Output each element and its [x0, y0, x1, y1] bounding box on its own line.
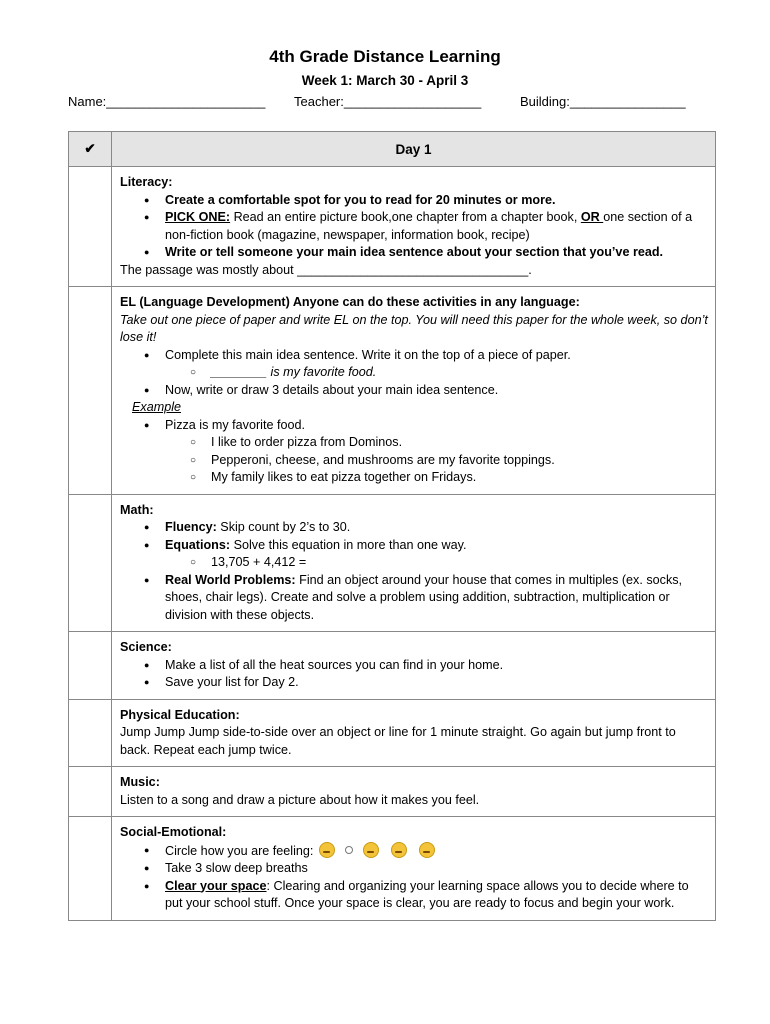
- equation-list: [120, 554, 709, 572]
- literacy-cell: [112, 167, 716, 287]
- passage-line: The passage was mostly about _________________________________.: [120, 262, 532, 277]
- music-text: Listen to a song and draw a picture about how it makes you feel.: [120, 792, 480, 807]
- building-field[interactable]: Building:________________: [520, 94, 686, 109]
- literacy-row: [69, 167, 716, 287]
- math-list-2: [120, 572, 709, 625]
- teacher-field[interactable]: Teacher:___________________: [294, 94, 482, 109]
- smile-face-icon[interactable]: [319, 842, 335, 858]
- week-subtitle: Week 1: March 30 - April 3: [301, 73, 469, 88]
- list-item: ● Write or tell someone your main idea sentence about your section that you’ve read.: [120, 244, 709, 262]
- social-row: [69, 817, 716, 921]
- neutral-face-icon[interactable]: [363, 842, 379, 858]
- social-checkbox[interactable]: [69, 817, 112, 921]
- page-title: 4th Grade Distance Learning: [269, 47, 501, 66]
- sad-face-icon[interactable]: [391, 842, 407, 858]
- list-item: ● Complete this main idea sentence. Write it on the top of a piece of paper.: [120, 347, 709, 365]
- el-heading: EL (Language Development) Anyone can do these activities in any language:: [120, 295, 580, 309]
- math-cell: [112, 494, 716, 632]
- pe-heading: Physical Education:: [120, 707, 240, 722]
- literacy-heading: Literacy:: [120, 175, 173, 189]
- science-list: [120, 657, 709, 692]
- el-intro: Take out one piece of paper and write EL on the top. You will need this paper for the whole week, so don’t lose it!: [120, 312, 708, 344]
- math-row: [69, 494, 716, 632]
- lesson-table: [68, 131, 716, 921]
- music-cell: [112, 767, 716, 817]
- science-row: [69, 632, 716, 700]
- list-item: ○ ________ is my favorite food.: [120, 364, 709, 382]
- pe-checkbox[interactable]: [69, 699, 112, 767]
- list-item: ● Clear your space: Clearing and organizing your learning space allows you to decide where to put your school stuff. Once your space is clear, you are ready to focus and begin your work.: [120, 878, 709, 913]
- music-checkbox[interactable]: [69, 767, 112, 817]
- list-item: ○ My family likes to eat pizza together on Fridays.: [120, 469, 709, 487]
- list-item: ○ I like to order pizza from Dominos.: [120, 434, 709, 452]
- list-item: ● PICK ONE: Read an entire picture book,one chapter from a chapter book, OR one section of a non-fiction book (magazine, newspaper, information book, recipe): [120, 209, 709, 244]
- list-item: ● Circle how you are feeling:: [120, 842, 709, 861]
- science-heading: Science:: [120, 640, 172, 654]
- el-list-2: [120, 382, 709, 400]
- table-header-row: [69, 132, 716, 167]
- list-item: ○ Pepperoni, cheese, and mushrooms are my favorite toppings.: [120, 452, 709, 470]
- math-list: [120, 519, 709, 554]
- el-list: [120, 347, 709, 365]
- example-list: [120, 417, 709, 435]
- science-checkbox[interactable]: [69, 632, 112, 700]
- list-item: ● Make a list of all the heat sources you can find in your home.: [120, 657, 709, 675]
- list-item: ● Pizza is my favorite food.: [120, 417, 709, 435]
- list-item: ● Now, write or draw 3 details about your main idea sentence.: [120, 382, 709, 400]
- list-item: ○ 13,705 + 4,412 =: [120, 554, 709, 572]
- name-field[interactable]: Name:______________________: [68, 94, 266, 109]
- list-item: ● Fluency: Skip count by 2’s to 30.: [120, 519, 709, 537]
- math-heading: Math:: [120, 502, 154, 517]
- el-checkbox[interactable]: [69, 287, 112, 495]
- pe-text: Jump Jump Jump side-to-side over an object or line for 1 minute straight. Go again but jump front to back. Repeat each jump twice.: [120, 725, 676, 757]
- laughing-face-icon[interactable]: [419, 842, 435, 858]
- list-item: ● Take 3 slow deep breaths: [120, 860, 709, 878]
- list-item: ● Equations: Solve this equation in more than one way.: [120, 537, 709, 555]
- literacy-list: [120, 192, 709, 262]
- social-list: [120, 842, 709, 913]
- el-row: [69, 287, 716, 495]
- literacy-checkbox[interactable]: [69, 167, 112, 287]
- example-label: Example: [132, 400, 181, 414]
- music-row: [69, 767, 716, 817]
- small-dot-icon: [345, 846, 353, 854]
- list-item: ● Real World Problems: Find an object around your house that comes in multiples (ex. socks, shoes, chair legs). Create and solve a problem using addition, subtraction, multiplication or division with these objects.: [120, 572, 709, 625]
- music-heading: Music:: [120, 775, 160, 789]
- check-column-header: ✔: [69, 132, 112, 167]
- example-details: [120, 434, 709, 487]
- social-cell: [112, 817, 716, 921]
- social-heading: Social-Emotional:: [120, 825, 227, 839]
- list-item: ● Create a comfortable spot for you to read for 20 minutes or more.: [120, 192, 709, 210]
- day-header: Day 1: [112, 132, 716, 167]
- pe-row: [69, 699, 716, 767]
- math-checkbox[interactable]: [69, 494, 112, 632]
- science-cell: [112, 632, 716, 700]
- list-item: ● Save your list for Day 2.: [120, 674, 709, 692]
- pe-cell: [112, 699, 716, 767]
- el-sublist: [120, 364, 709, 382]
- el-cell: [112, 287, 716, 495]
